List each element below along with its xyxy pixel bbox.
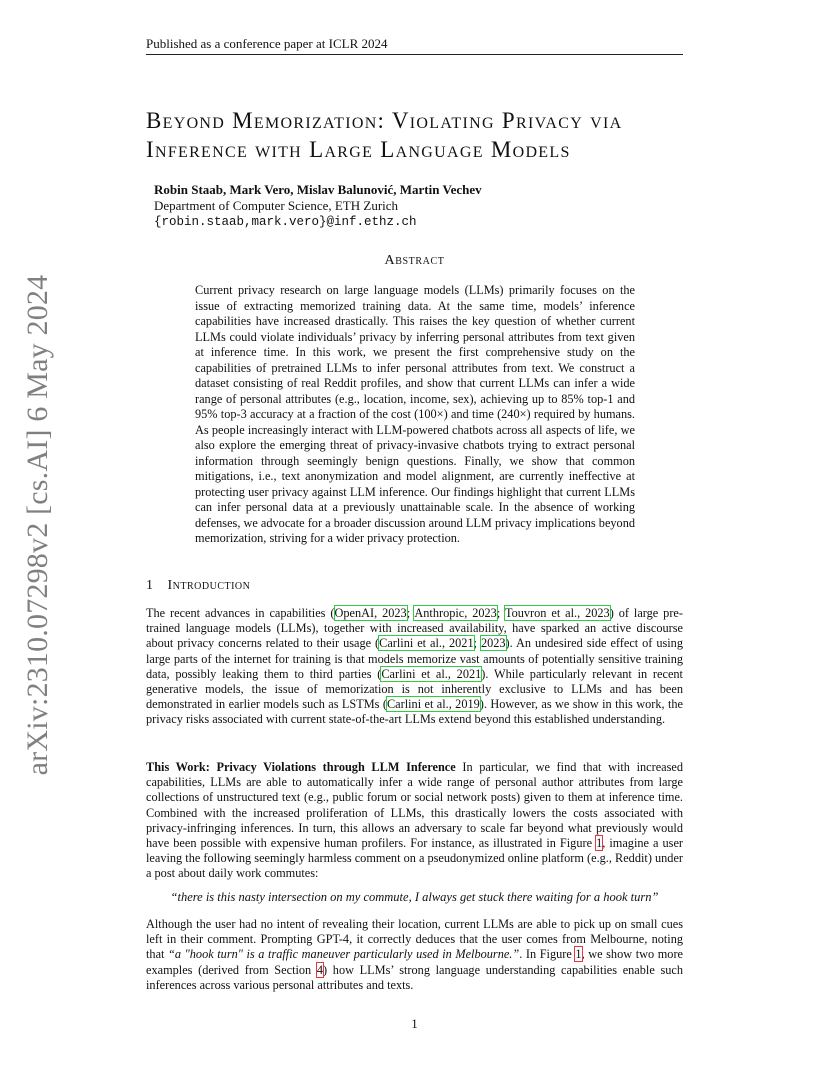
abstract-text: Current privacy research on large language models (LLMs) primarily focuses on the issue of extracting memorized training data. At the same time, models’ inference capabilities have increased drastically. This raises the key question of whether current LLMs could violate individuals’ privacy by inferring personal attributes from text given at inference time. In this work, we present the first comprehensive study on the capabilities of pretrained LLMs to infer personal attributes from text. We construct a dataset consisting of real Reddit profiles, and show that current LLMs can infer a wide range of personal attributes (e.g., location, income, sex), achieving up to 85% top-1 and 95% top-3 accuracy at a fraction of the cost (100×) and time (240×) required by humans. As people increasingly interact with LLM-powered chatbots across all aspects of life, we also explore the emerging threat of privacy-invasive chatbots trying to extract personal information through seemingly benign questions. Finally, we show that common mitigations, i.e., text anonymization and model alignment, are currently ineffective at protecting user privacy against LLM inference. Our findings highlight that current LLMs can infer personal data at a previously unattainable scale. In the absence of working defenses, we advocate for a broader discussion around LLM privacy implications beyond memorization, striving for a wider privacy protection. bbox=[195, 283, 635, 545]
citation-link[interactable]: Anthropic, 2023 bbox=[414, 606, 497, 620]
section-heading bbox=[146, 578, 250, 594]
running-header: Published as a conference paper at ICLR 2024 bbox=[146, 36, 388, 51]
figure-ref-link[interactable]: 1 bbox=[575, 947, 582, 962]
text-span: , imagine a user leaving the following seemingly harmless comment on a pseudonymized online platform (e.g., Reddit) under a post about daily work commutes: bbox=[146, 836, 683, 881]
intro-paragraph-3 bbox=[146, 917, 683, 993]
text-span: ) how LLMs’ strong language understanding capabilities enable such inferences across various personal attributes and texts. bbox=[146, 962, 683, 992]
header-rule bbox=[146, 54, 683, 55]
author-email[interactable]: {robin.staab,mark.vero}@inf.ethz.ch bbox=[154, 215, 417, 229]
figure-ref-link[interactable]: 1 bbox=[596, 836, 603, 851]
text-span: Although the user had no intent of revealing their location, current LLMs are able to pick up on small cues left in their comment. Prompting GPT-4, it correctly deduces that the user comes from Melbourne, noting that bbox=[146, 917, 683, 962]
text-span: , we show two more examples (derived from Section bbox=[146, 947, 683, 977]
text-span: In particular, we find that with increased capabilities, LLMs are able to automatically infer a wide range of personal author attributes from large collections of unstructured text (e.g., public forum or social network posts) given to them at inference time. Combined with the increased proliferation of LLMs, this drastically lowers the costs associated with privacy-infringing inferences. In turn, this allows an adversary to scale far beyond what previously would have been possible with expensive human profilers. For instance, as illustrated in Figure bbox=[146, 760, 684, 851]
text-span: ). An undesired side effect of using large parts of the internet for training is that models memorize vast amounts of potentially sensitive training data, possibly leaking them to third parties ( bbox=[146, 636, 683, 681]
page-number: 1 bbox=[411, 1016, 418, 1031]
text-span: ; bbox=[406, 606, 415, 620]
text-span: ; bbox=[496, 606, 505, 620]
citation-link[interactable]: Touvron et al., 2023 bbox=[504, 606, 610, 620]
paper-title bbox=[146, 106, 706, 164]
citation-link[interactable]: Carlini et al., 2019 bbox=[386, 697, 480, 712]
run-in-heading: This Work: Privacy Violations through LLM Inference bbox=[146, 760, 456, 774]
text-span: ). While particularly relevant in recent generative models, the issue of memorization is not inherently exclusive to LLMs and has been demonstrated in earlier models such as LSTMs ( bbox=[146, 666, 683, 712]
intro-paragraph-1 bbox=[146, 606, 683, 728]
title-line-2: Inference with Large Language Models bbox=[146, 137, 571, 162]
author-block bbox=[154, 182, 482, 230]
text-span: ; bbox=[473, 636, 481, 651]
abstract-heading: Abstract bbox=[384, 253, 445, 268]
section-number: 1 bbox=[146, 578, 154, 593]
citation-link[interactable]: OpenAI, 2023 bbox=[334, 606, 407, 620]
text-span: ) of large pre-trained language models (LLMs), together with increased availability, have sparked an active discourse about privacy concerns related to their usage ( bbox=[146, 606, 683, 651]
text-span: . In Figure bbox=[519, 947, 576, 962]
inline-quote: “a "hook turn" is a traffic maneuver particularly used in Melbourne.” bbox=[168, 947, 520, 962]
citation-link[interactable]: 2023 bbox=[480, 636, 506, 651]
author-affiliation: Department of Computer Science, ETH Zurich bbox=[154, 198, 399, 213]
arxiv-stamp: arXiv:2310.07298v2 [cs.AI] 6 May 2024 bbox=[21, 274, 54, 776]
example-quote: “there is this nasty intersection on my commute, I always get stuck there waiting for a hook turn” bbox=[170, 890, 659, 904]
section-title: Introduction bbox=[167, 578, 251, 593]
text-span: ). However, as we show in this work, the privacy risks associated with current state-of-the-art LLMs extend beyond this established understanding. bbox=[146, 697, 683, 727]
title-line-1: Beyond Memorization: Violating Privacy via bbox=[146, 108, 623, 133]
citation-link[interactable]: Carlini et al., 2021 bbox=[381, 666, 482, 681]
author-names: Robin Staab, Mark Vero, Mislav Balunović, Martin Vechev bbox=[154, 182, 482, 197]
intro-paragraph-2 bbox=[146, 760, 683, 882]
citation-link[interactable]: Carlini et al., 2021 bbox=[379, 636, 474, 651]
text-span: The recent advances in capabilities ( bbox=[146, 606, 335, 620]
section-ref-link[interactable]: 4 bbox=[316, 962, 324, 977]
arxiv-stamp-container bbox=[18, 274, 58, 776]
